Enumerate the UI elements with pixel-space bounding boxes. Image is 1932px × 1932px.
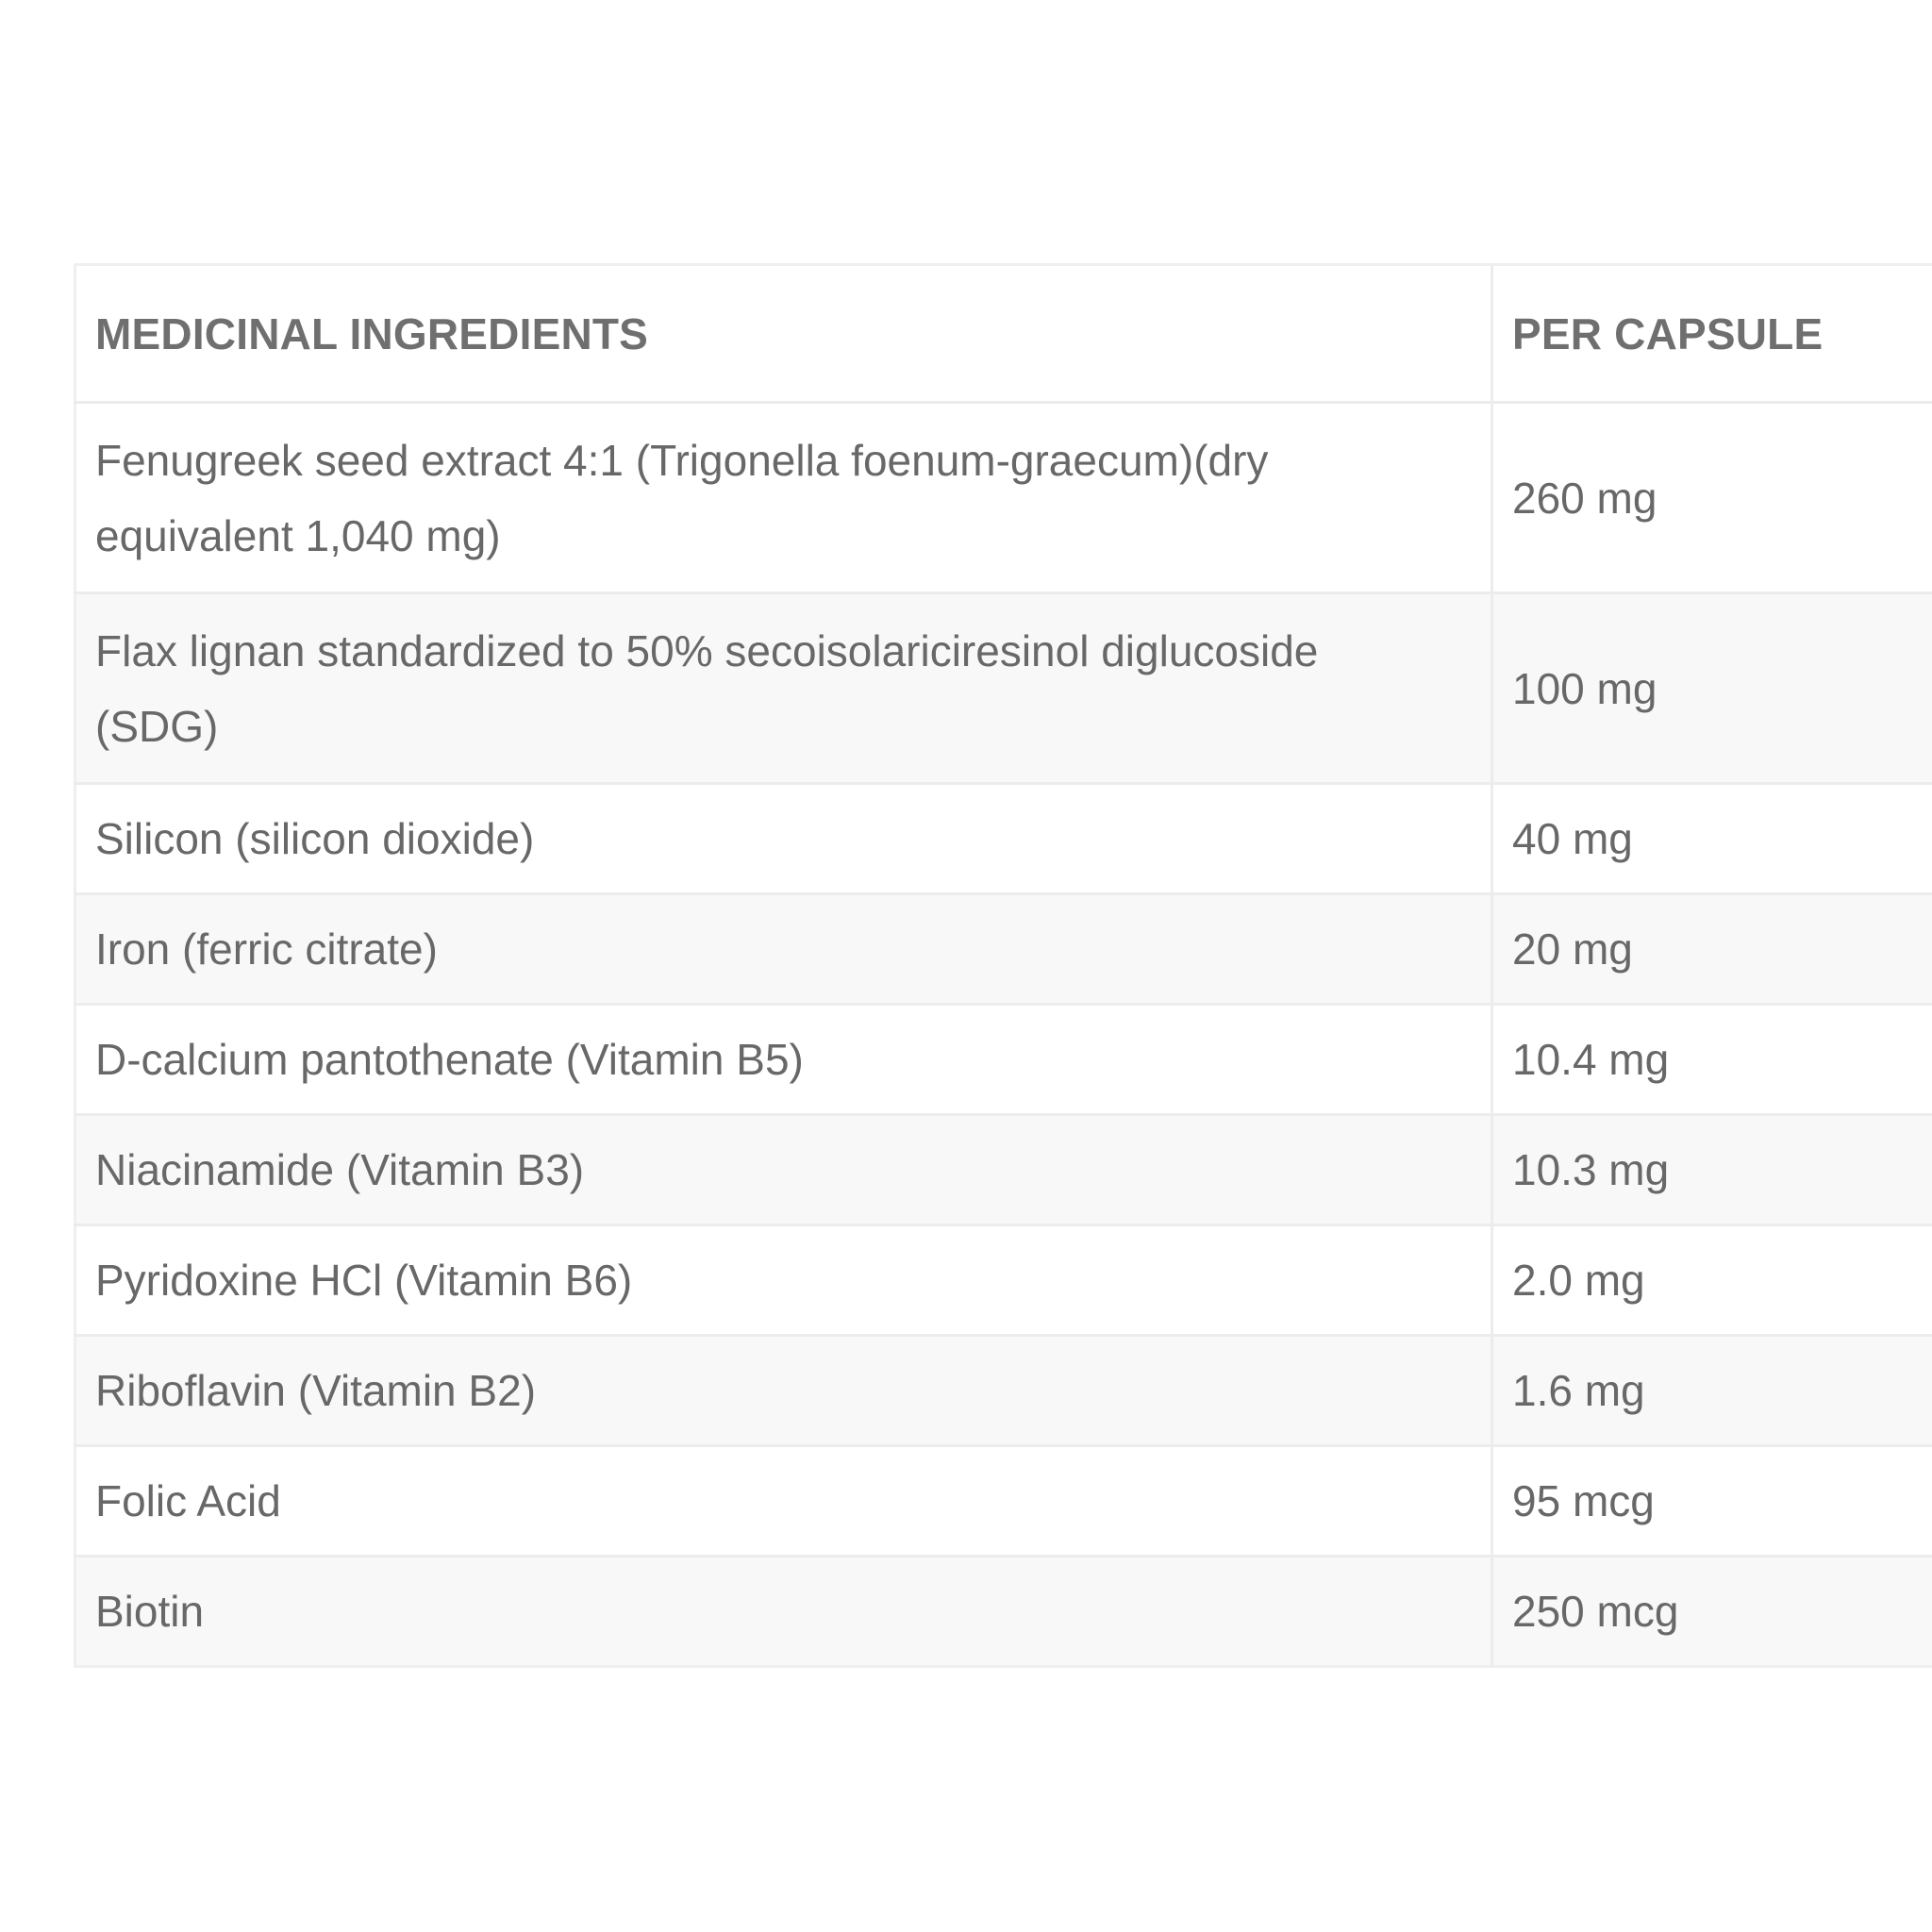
table-row [75, 593, 1932, 784]
amount-cell: 250 mcg [1492, 1557, 1932, 1667]
ingredient-cell: Biotin [75, 1557, 1492, 1667]
ingredient-cell: Folic Acid [75, 1446, 1492, 1557]
table-row [75, 1005, 1932, 1115]
table-row [75, 1336, 1932, 1446]
ingredient-cell: Riboflavin (Vitamin B2) [75, 1336, 1492, 1446]
header-row [75, 265, 1932, 403]
amount-cell: 100 mg [1492, 593, 1932, 784]
table-row [75, 1225, 1932, 1336]
ingredient-cell: D-calcium pantothenate (Vitamin B5) [75, 1005, 1492, 1115]
amount-cell: 95 mcg [1492, 1446, 1932, 1557]
ingredient-cell: Pyridoxine HCl (Vitamin B6) [75, 1225, 1492, 1336]
amount-cell: 260 mg [1492, 403, 1932, 593]
amount-cell: 10.4 mg [1492, 1005, 1932, 1115]
table-row [75, 894, 1932, 1005]
table-row [75, 403, 1932, 593]
amount-cell: 10.3 mg [1492, 1115, 1932, 1225]
table-row [75, 1557, 1932, 1667]
amount-cell: 1.6 mg [1492, 1336, 1932, 1446]
ingredient-cell: Niacinamide (Vitamin B3) [75, 1115, 1492, 1225]
table-row [75, 1115, 1932, 1225]
amount-cell: 2.0 mg [1492, 1225, 1932, 1336]
ingredient-cell: Flax lignan standardized to 50% secoisolariciresinol diglucoside (SDG) [75, 593, 1492, 784]
amount-cell: 20 mg [1492, 894, 1932, 1005]
ingredient-cell: Fenugreek seed extract 4:1 (Trigonella foenum-graecum)(dry equivalent 1,040 mg) [75, 403, 1492, 593]
header-medicinal-ingredients: MEDICINAL INGREDIENTS [75, 265, 1492, 403]
amount-cell: 40 mg [1492, 784, 1932, 894]
table-row [75, 784, 1932, 894]
table-header [75, 265, 1932, 403]
header-per-capsule: PER CAPSULE [1492, 265, 1932, 403]
ingredient-cell: Iron (ferric citrate) [75, 894, 1492, 1005]
ingredient-cell: Silicon (silicon dioxide) [75, 784, 1492, 894]
ingredients-table [74, 263, 1932, 1668]
table-body [75, 403, 1932, 1667]
table-row [75, 1446, 1932, 1557]
